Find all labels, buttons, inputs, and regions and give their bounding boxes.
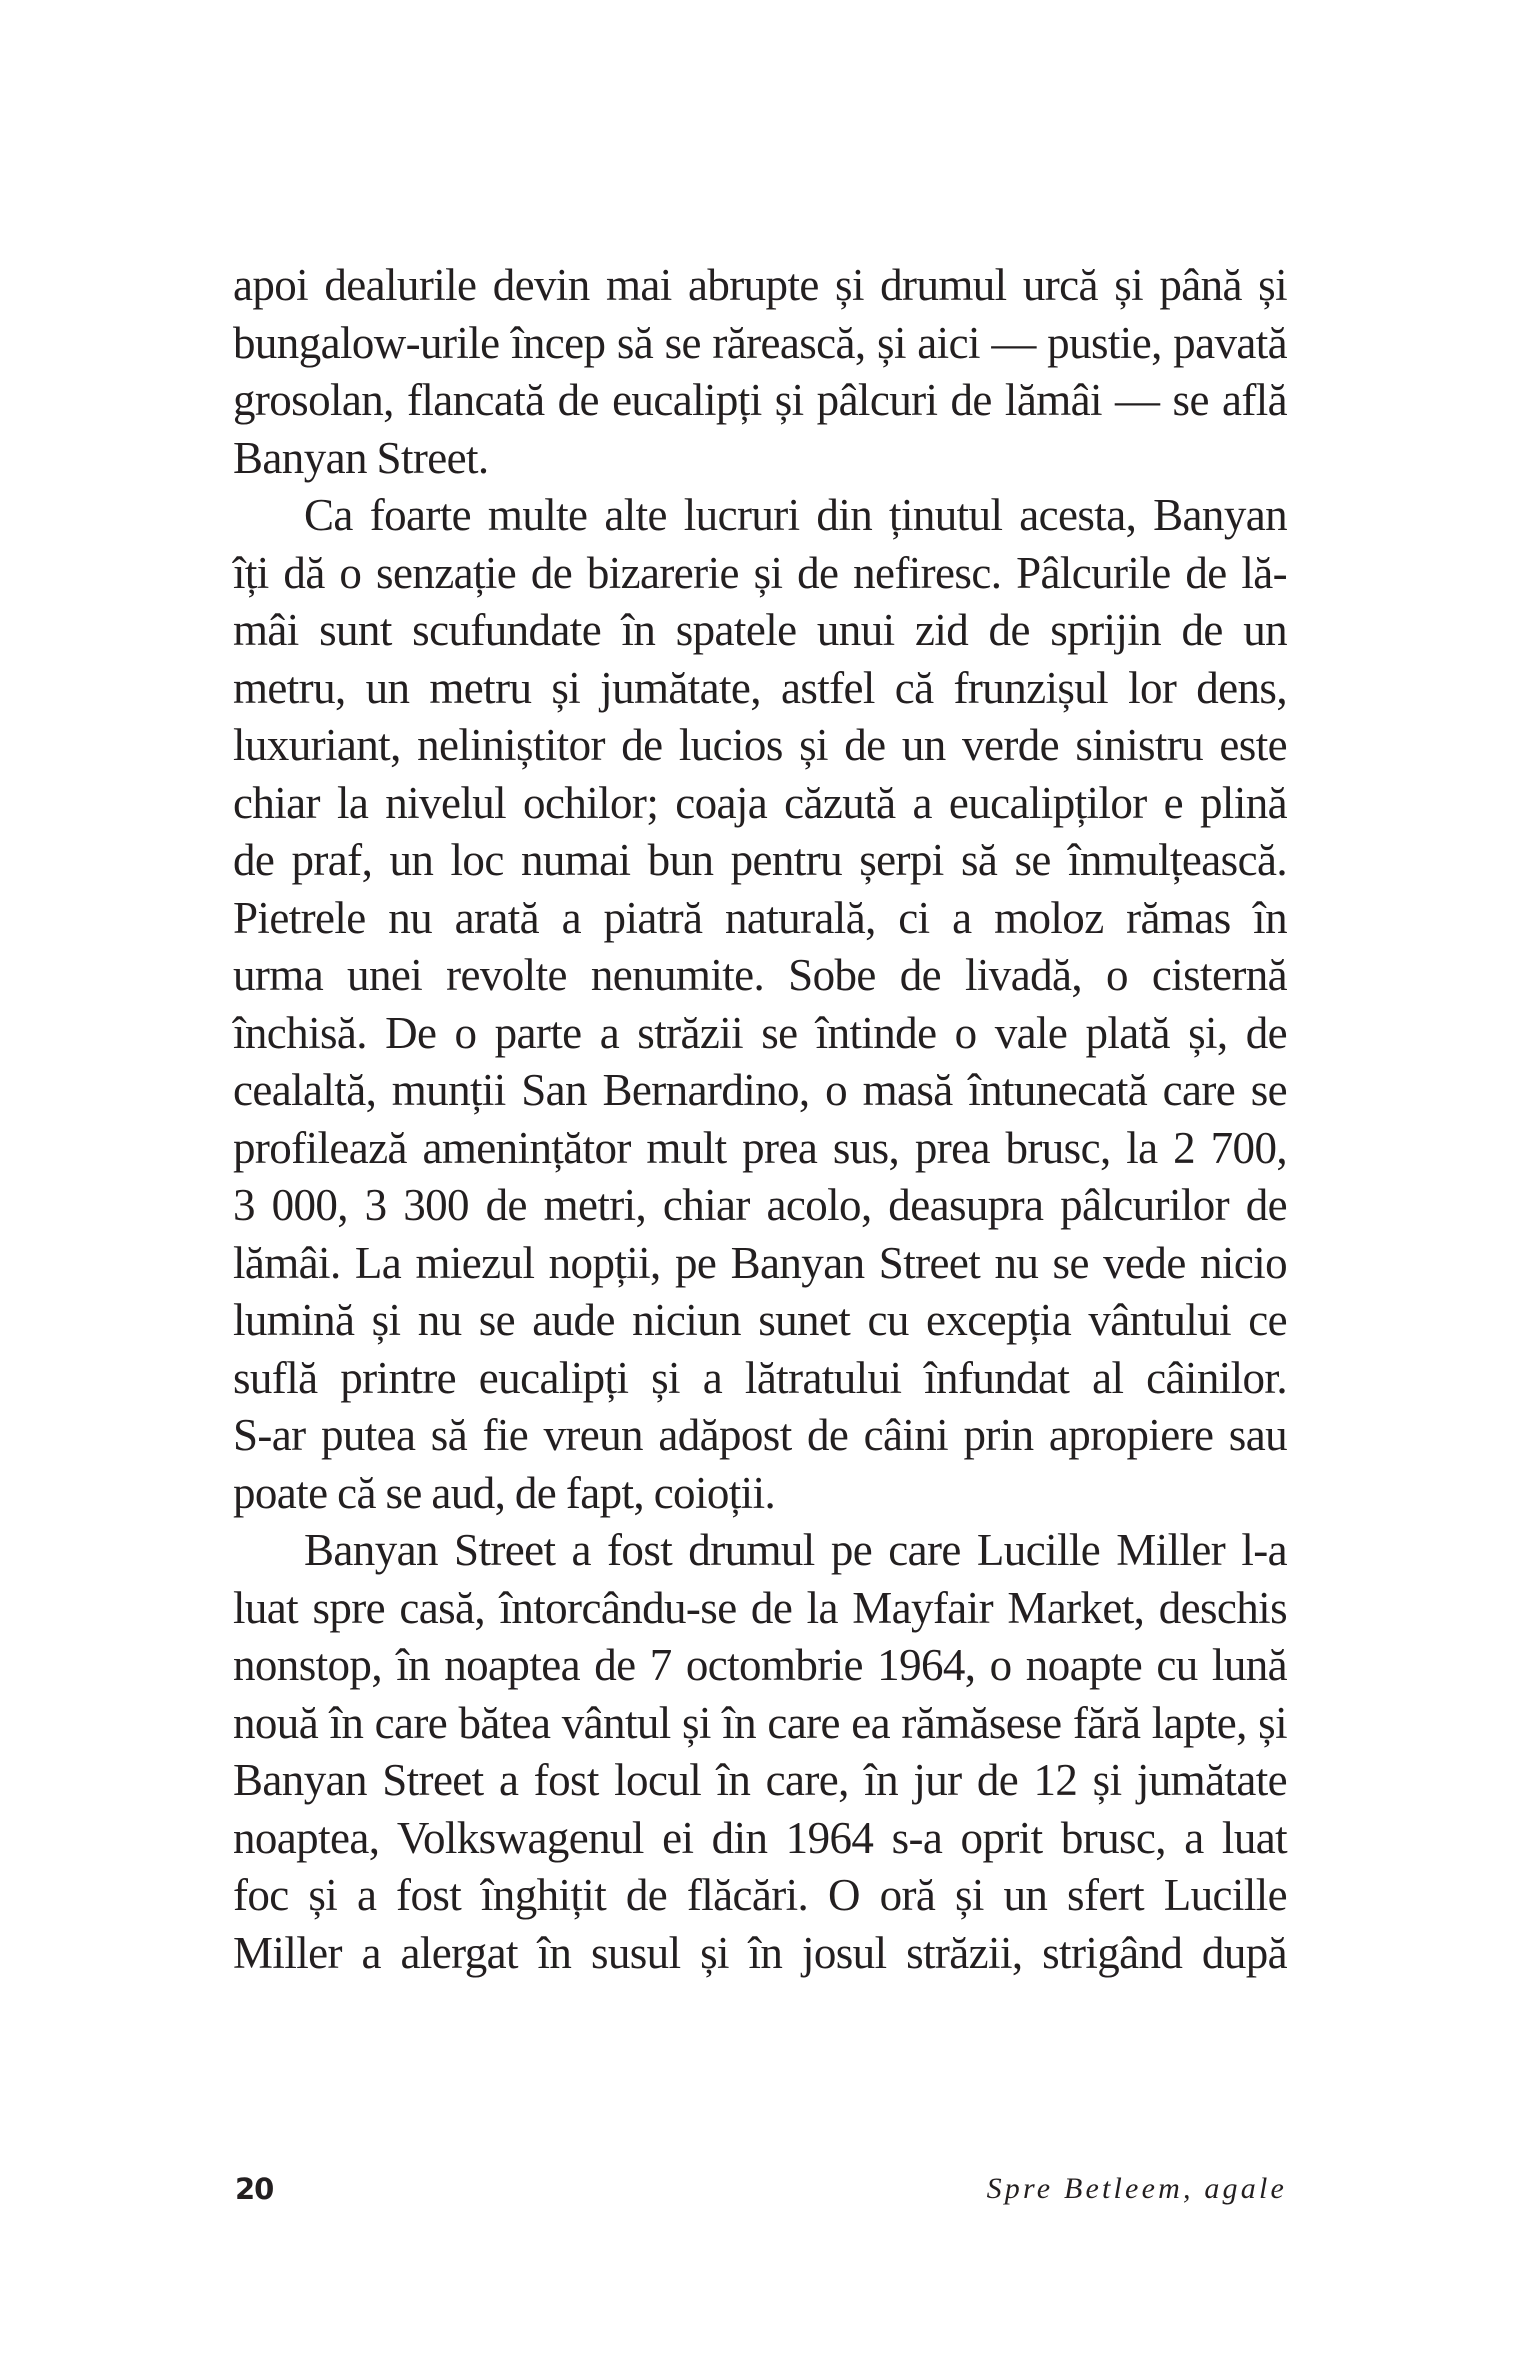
text-line: nonstop, în noaptea de 7 octombrie 1964, o noapte cu lună <box>233 1640 1287 1690</box>
text-line: apoi dealurile devin mai abrupte și drumul urcă și până și <box>233 260 1287 310</box>
page-number: 20 <box>235 2172 274 2206</box>
text-line: lămâi. La miezul nopții, pe Banyan Street nu se vede nicio <box>233 1237 1287 1288</box>
text-line: Miller a alergat în susul și în josul străzii, strigând după <box>233 1927 1287 1978</box>
text-line: Banyan Street a fost drumul pe care Lucille Miller l-a <box>304 1525 1287 1575</box>
text-line: luat spre casă, întorcându-se de la Mayfair Market, deschis <box>233 1582 1287 1633</box>
text-line: luxuriant, neliniștitor de lucios și de un verde sinistru este <box>233 720 1287 770</box>
text-line: închisă. De o parte a străzii se întinde o vale plată și, de <box>233 1007 1287 1058</box>
text-line: Banyan Street a fost locul în care, în jur de 12 și jumătate <box>233 1755 1287 1805</box>
text-line: S-ar putea să fie vreun adăpost de câini prin apropiere sau <box>233 1410 1287 1460</box>
text-line: bungalow-urile încep să se rărească, și aici — pustie, pavată <box>233 317 1287 368</box>
text-line: nouă în care bătea vântul și în care ea rămăsese fără lapte, și <box>233 1697 1287 1748</box>
paragraph-3 <box>233 1522 1287 1982</box>
text-line: cealaltă, munții San Bernardino, o masă întunecată care se <box>233 1065 1287 1115</box>
text-line: de praf, un loc numai bun pentru șerpi să se înmulțească. <box>233 835 1287 885</box>
running-title: Spre Betleem, agale <box>986 2172 1287 2205</box>
text-line: noaptea, Volkswagenul ei din 1964 s-a oprit brusc, a luat <box>233 1812 1287 1863</box>
text-line: Pietrele nu arată a piatră naturală, ci a moloz rămas în <box>233 892 1287 943</box>
text-line: suflă printre eucalipți și a lătratului înfundat al câinilor. <box>233 1352 1287 1403</box>
text-line: metru, un metru și jumătate, astfel că frunzișul lor dens, <box>233 662 1287 713</box>
text-line: mâi sunt scufundate în spatele unui zid de sprijin de un <box>233 605 1287 655</box>
text-line: îți dă o senzație de bizarerie și de nefiresc. Pâlcurile de lă- <box>233 547 1287 598</box>
text-line: grosolan, flancată de eucalipți și pâlcuri de lămâi — se află <box>233 375 1287 425</box>
text-line: foc și a fost înghițit de flăcări. O oră și un sfert Lucille <box>233 1870 1287 1920</box>
text-line: 3 000, 3 300 de metri, chiar acolo, deasupra pâlcurilor de <box>233 1180 1287 1230</box>
text-line: lumină și nu se aude niciun sunet cu excepția vântului ce <box>233 1295 1287 1345</box>
paragraph-1 <box>233 257 1287 487</box>
text-line: poate că se aud, de fapt, coioții. <box>233 1467 776 1518</box>
text-line: urma unei revolte nenumite. Sobe de livadă, o cisternă <box>233 950 1287 1000</box>
text-line: Ca foarte multe alte lucruri din ținutul acesta, Banyan <box>304 490 1287 540</box>
text-line: Banyan Street. <box>233 432 489 483</box>
body-text <box>233 257 1287 1982</box>
paragraph-2 <box>233 487 1287 1522</box>
text-line: profilează amenințător mult prea sus, prea brusc, la 2 700, <box>233 1122 1287 1173</box>
page-footer <box>233 2170 1287 2215</box>
text-line: chiar la nivelul ochilor; coaja căzută a eucalipților e plină <box>233 777 1287 828</box>
